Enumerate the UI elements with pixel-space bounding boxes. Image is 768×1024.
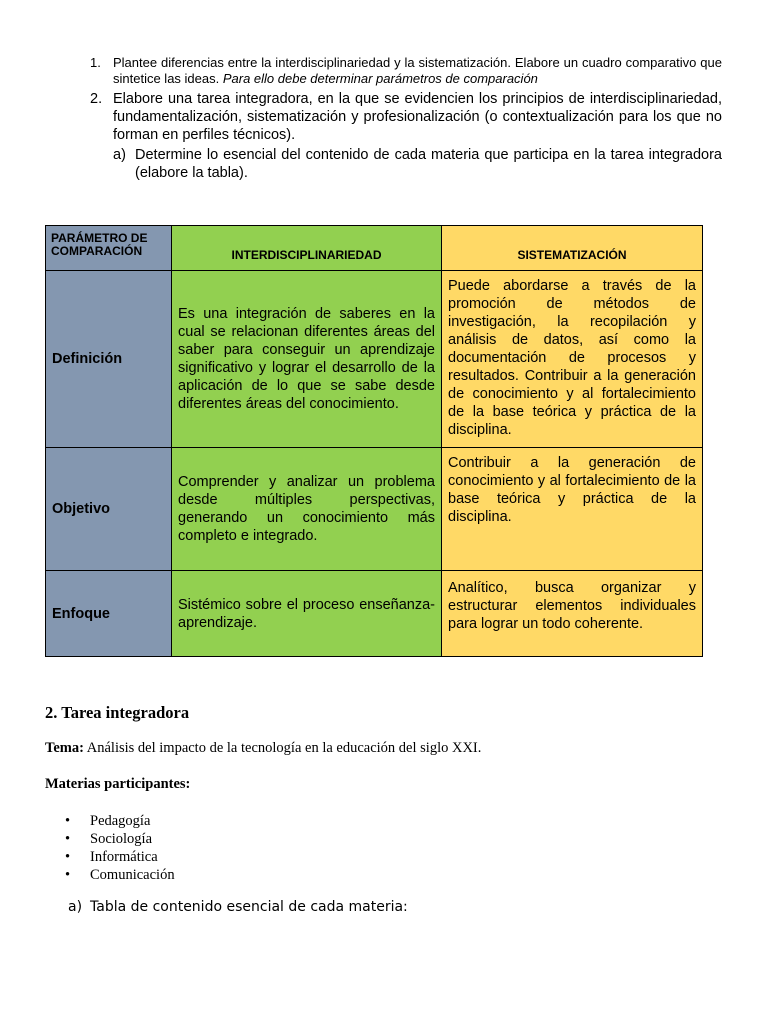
tema-text: Análisis del impacto de la tecnología en la educación del siglo XXI.: [83, 740, 482, 756]
tema-paragraph: [45, 740, 481, 757]
cell-sistematizacion: Analítico, busca organizar y estructurar elementos individuales para lograr un todo coherente.: [442, 571, 703, 657]
cell-interdisciplinariedad: Comprender y analizar un problema desde múltiples perspectivas, generando un conocimiento más completo e integrado.: [172, 448, 442, 571]
instruction-subitem-a: [90, 146, 722, 182]
section-heading: 2. Tarea integradora: [45, 703, 190, 722]
comparison-table: [45, 225, 703, 657]
materias-label: Materias participantes:: [45, 776, 191, 792]
instruction-text: Plantee diferencias entre la interdisciplinariedad y la sistematización. Elabore un cuadro comparativo que sintetice las ideas.: [113, 55, 722, 86]
list-item: • Comunicación: [45, 866, 175, 884]
instruction-text: Elabore una tarea integradora, en la que se evidencien los principios de interdisciplinariedad, fundamentalización, sistematización y profesionalización (o contextualización para los que no forman en perfiles técnicos).: [113, 91, 722, 143]
cell-interdisciplinariedad: Es una integración de saberes en la cual se relacionan diferentes áreas del saber para conseguir un aprendizaje significativo y lograr el desarrollo de la aplicación de lo que se sabe desde diferentes áreas del conocimiento.: [172, 271, 442, 448]
subitem-letter: a): [68, 899, 83, 915]
instruction-item-2: [90, 90, 722, 144]
table-row: [46, 571, 703, 657]
cell-sistematizacion: Puede abordarse a través de la promoción de métodos de investigación, la recopilación y análisis de datos, así como la documentación de procesos y resultados. Contribuir a la generación de conocimiento y al fortalecimiento de la base teórica y práctica de la disciplina.: [442, 271, 703, 448]
item-number: 2.: [90, 91, 103, 107]
row-label: Definición: [46, 271, 172, 448]
instruction-italic-note: Para ello debe determinar parámetros de comparación: [222, 70, 538, 86]
table-row: [46, 448, 703, 571]
subitem-letter: a): [113, 147, 126, 163]
tema-label: Tema:: [45, 740, 84, 756]
table-row: [46, 271, 703, 448]
subitem-text: Determine lo esencial del contenido de cada materia que participa en la tarea integradora (elabore la tabla).: [135, 147, 722, 181]
header-parameter: PARÁMETRO DE COMPARACIÓN: [46, 226, 172, 271]
row-label: Objetivo: [46, 448, 172, 571]
header-sistematizacion: SISTEMATIZACIÓN: [442, 226, 703, 271]
instruction-item-1: [90, 55, 722, 86]
cell-interdisciplinariedad: Sistémico sobre el proceso enseñanza-aprendizaje.: [172, 571, 442, 657]
header-interdisciplinariedad: INTERDISCIPLINARIEDAD: [172, 226, 442, 271]
row-label: Enfoque: [46, 571, 172, 657]
subitem-text: Tabla de contenido esencial de cada materia:: [90, 899, 408, 915]
table-header-row: [46, 226, 703, 271]
list-item: • Informática: [45, 848, 175, 866]
cell-sistematizacion: Contribuir a la generación de conocimiento y al fortalecimiento de la base teórica y práctica de la disciplina.: [442, 448, 703, 571]
materias-list: [45, 812, 175, 884]
table-caption-item: [68, 899, 408, 915]
item-number: 1.: [90, 55, 101, 70]
list-item: • Sociología: [45, 830, 175, 848]
instructions-list: [90, 55, 722, 182]
list-item: • Pedagogía: [45, 812, 175, 830]
